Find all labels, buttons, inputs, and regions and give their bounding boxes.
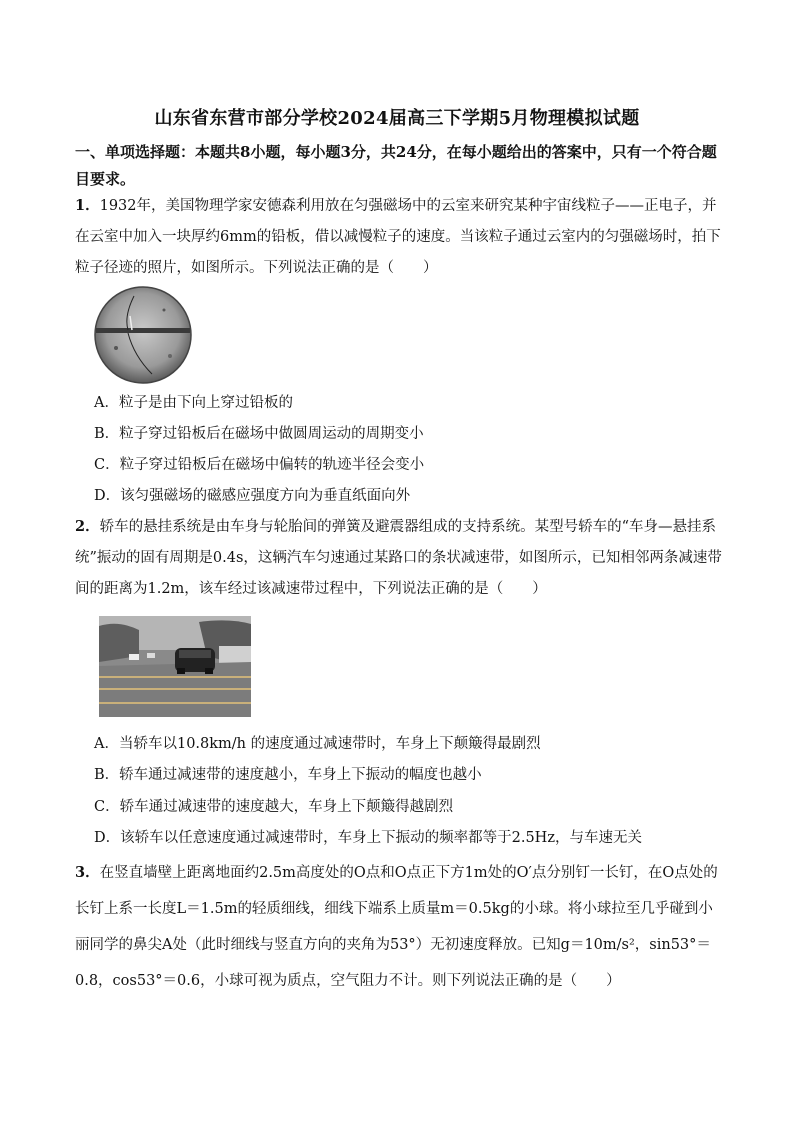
question-1 bbox=[75, 190, 723, 284]
cloud-chamber-photo bbox=[94, 286, 192, 384]
page-title: 山东省东营市部分学校2024届高三下学期5月物理模拟试题 bbox=[154, 108, 640, 129]
q1-option-d: D．该匀强磁场的磁感应强度方向为垂直纸面向外 bbox=[94, 488, 411, 504]
q1-option-b: B．粒子穿过铅板后在磁场中做圆周运动的周期变小 bbox=[94, 426, 424, 442]
question-3 bbox=[75, 855, 723, 999]
speed-bump-car-photo bbox=[99, 616, 251, 717]
q2-option-d: D．该轿车以任意速度通过减速带时，车身上下振动的频率都等于2.5Hz，与车速无关 bbox=[94, 830, 642, 846]
question-number: 1． bbox=[75, 197, 100, 214]
question-text: 1932年，美国物理学家安德森利用放在匀强磁场中的云室来研究某种宇宙线粒子——正电子，并在云室中加入一块厚约6mm的铅板，借以减慢粒子的速度。当该粒子通过云室内的匀强磁场时，拍下粒子径迹的照片，如图所示。下列说法正确的是（ ） bbox=[75, 198, 721, 276]
section-heading: 一、单项选择题：本题共8小题，每小题3分，共24分，在每小题给出的答案中，只有一个符合题目要求。 bbox=[75, 143, 717, 188]
question-number: 2． bbox=[75, 518, 100, 535]
q1-option-a: A．粒子是由下向上穿过铅板的 bbox=[94, 395, 293, 411]
question-2 bbox=[75, 511, 723, 605]
question-number: 3． bbox=[75, 864, 100, 881]
question-text: 在竖直墙壁上距离地面约2.5m高度处的O点和O点正下方1m处的O′点分别钉一长钉，在O点处的长钉上系一长度L＝1.5m的轻质细线，细线下端系上质量m＝0.5kg的小球。将小球拉至几乎碰到小丽同学的鼻尖A处（此时细线与竖直方向的夹角为53°）无初速度释放。已知g＝10m/s²，sin53°＝0.8，cos53°＝0.6，小球可视为质点，空气阻力不计。则下列说法正确的是（ ） bbox=[75, 865, 718, 989]
q2-option-c: C．轿车通过减速带的速度越大，车身上下颠簸得越剧烈 bbox=[94, 799, 454, 815]
q1-option-c: C．粒子穿过铅板后在磁场中偏转的轨迹半径会变小 bbox=[94, 457, 425, 473]
q2-option-a: A．当轿车以10.8km/h 的速度通过减速带时，车身上下颠簸得最剧烈 bbox=[94, 736, 541, 752]
question-text: 轿车的悬挂系统是由车身与轮胎间的弹簧及避震器组成的支持系统。某型号轿车的“车身—悬挂系统”振动的固有周期是0.4s，这辆汽车匀速通过某路口的条状减速带，如图所示，已知相邻两条减速带间的距离为1.2m，该车经过该减速带过程中，下列说法正确的是（ ） bbox=[75, 519, 722, 597]
q2-option-b: B．轿车通过减速带的速度越小，车身上下振动的幅度也越小 bbox=[94, 767, 482, 783]
